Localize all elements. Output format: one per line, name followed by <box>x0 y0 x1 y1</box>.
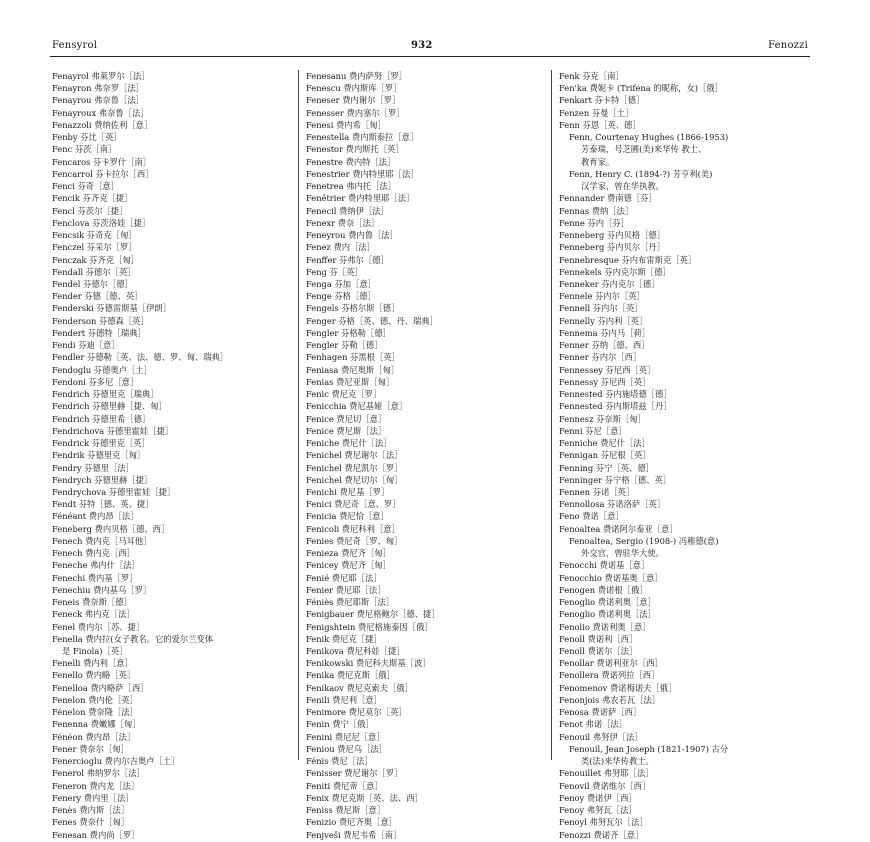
dictionary-entry: Fenjveši 费尼韦希［南］ <box>306 829 402 840</box>
dictionary-entry: Fenichi 费尼基［罗］ <box>306 486 390 497</box>
dictionary-entry: Fenieza 费尼齐［匈］ <box>306 548 391 559</box>
entry-continuation: Fenn, Courtenay Hughes (1866-1953) <box>569 132 729 143</box>
dictionary-entry: Fendert 芬德特［瑞典］ <box>52 327 146 338</box>
dictionary-entry: Feniasa 费尼奥斯［匈］ <box>306 364 400 375</box>
entry-continuation: Fenn, Henry C. (1894-?) 芳亨利(美) <box>569 168 713 179</box>
dictionary-entry: Fencik 芬齐克［捷］ <box>52 193 133 204</box>
dictionary-entry: Fenice 费尼切［意］ <box>306 413 387 424</box>
dictionary-entry: Fenice 费尼斯［法］ <box>306 425 387 436</box>
dictionary-entry: Feneyrou 费内鲁［法］ <box>306 230 398 241</box>
dictionary-entry: Fendoglu 芬德奥卢［土］ <box>52 364 152 375</box>
entry-continuation: Fenouil, Jean Joseph (1821-1907) 古分 <box>569 743 729 754</box>
dictionary-entry: Fenestre 费内特［法］ <box>306 156 396 167</box>
dictionary-entry: Feniti 费尼蒂［意］ <box>306 780 383 791</box>
dictionary-entry: Fenning 芬宁［英、德］ <box>559 462 654 473</box>
column-divider <box>298 70 299 760</box>
dictionary-entry: Fennekels 芬内克尔斯［德］ <box>559 266 671 277</box>
dictionary-entry: Fenffer 芬弗尔［德］ <box>306 254 389 265</box>
dictionary-entry: Fencaros 芬卡罗什［南］ <box>52 156 152 167</box>
dictionary-entry: Fenestella 费内斯泰拉［意］ <box>306 132 419 143</box>
dictionary-entry: Fenozzi 费诺齐［意］ <box>559 829 644 840</box>
dictionary-entry: Fenecil 费纳伊［法］ <box>306 205 389 216</box>
entry-continuation: 类(法)来华传教士。 <box>581 756 654 767</box>
dictionary-entry: Fenolio 费诺利奥［意］ <box>559 621 651 632</box>
dictionary-entry: Fenocchio 费诺基奥［意］ <box>559 572 663 583</box>
dictionary-entry: Fenayroux 弗奈鲁［法］ <box>52 107 149 118</box>
dictionary-entry: Fenic 费尼克［罗］ <box>306 389 382 400</box>
dictionary-entry: Fenouillet 弗努耶［法］ <box>559 768 654 779</box>
dictionary-entry: Fenigshtein 费尼格施泰因［俄］ <box>306 621 433 632</box>
dictionary-entry: Fenexr 费奈［法］ <box>306 217 380 228</box>
dictionary-entry: Fenech 费内克［西］ <box>52 548 135 559</box>
dictionary-entry: Fenelon 费内伦［英］ <box>52 694 138 705</box>
dictionary-entry: Fenigbauer 费尼格鲍尔［德、捷］ <box>306 609 440 620</box>
dictionary-entry: Fenclova 芬茨洛娃［捷］ <box>52 217 151 228</box>
dictionary-entry: Fenk 芬克［南］ <box>559 71 624 81</box>
dictionary-entry: Fenella 费内拉(女子教名。它的爱尔兰变体 <box>52 633 214 644</box>
dictionary-entry: Fencsik 芬奇克［匈］ <box>52 230 137 241</box>
dictionary-entry: Fenovil 费诺维尔［西］ <box>559 780 651 791</box>
dictionary-entry: Feneis 费奈斯［德］ <box>52 597 132 608</box>
dictionary-entry: Fenby 芬比［英］ <box>52 132 122 143</box>
dictionary-entry: Fenello 费内略［英］ <box>52 670 136 681</box>
dictionary-entry: Fenoll 费诺利［西］ <box>559 633 638 644</box>
dictionary-entry: Fenhagen 芬黑根［英］ <box>306 352 400 363</box>
page-number: 932 <box>411 40 433 51</box>
dictionary-entry: Fenikova 费尼科娃［捷］ <box>306 646 405 657</box>
dictionary-entry: Fenenna 费嫩娜［匈］ <box>52 719 141 730</box>
dictionary-entry: Fenes 费奈什［匈］ <box>52 817 130 828</box>
dictionary-entry: Fenoglio 费诺利奥［意］ <box>559 597 656 608</box>
dictionary-entry: Fen'ka 费妮卡 (Trifena 的昵称，女)［俄］ <box>559 83 723 94</box>
dictionary-entry: Fenner 芬纳［德、西］ <box>559 340 650 351</box>
dictionary-entry: Féniès 费尼耶斯［法］ <box>306 597 395 608</box>
dictionary-entry: Fenikowski 费尼科夫斯基［波］ <box>306 658 431 669</box>
dictionary-entry: Fenogen 费诺根［俄］ <box>559 584 648 595</box>
dictionary-entry: Fenczak 芬齐克［匈］ <box>52 254 139 265</box>
dictionary-entry: Fenêtrier 费内特里耶［法］ <box>306 193 415 204</box>
dictionary-entry: Fenga 芬加［意］ <box>306 278 376 289</box>
dictionary-column-2 <box>306 70 546 841</box>
dictionary-entry: Feniou 费尼乌［法］ <box>306 743 387 754</box>
dictionary-entry: Fengler 芬勒［德］ <box>306 340 383 351</box>
dictionary-entry: Fenichel 费尼凯尔［罗］ <box>306 462 403 473</box>
dictionary-entry: Fendrych 芬德里赫［捷］ <box>52 474 153 485</box>
dictionary-entry: Fenikaov 费尼克索夫［俄］ <box>306 682 413 693</box>
dictionary-entry: Fenderski 芬德雷斯基［伊朗］ <box>52 303 171 314</box>
dictionary-entry: Fenoy 费诺伊［西］ <box>559 792 637 803</box>
dictionary-entry: Fennas 费纳［法］ <box>559 205 634 216</box>
dictionary-entry: Fennele 芬内尔［英］ <box>559 291 645 302</box>
dictionary-entry: Fenez 费内［法］ <box>306 242 375 253</box>
dictionary-entry: Fenin 费宁［俄］ <box>306 719 374 730</box>
dictionary-entry: Fenc 芬茨［南］ <box>52 144 117 155</box>
dictionary-entry: Fenies 费尼奇［罗、匈］ <box>306 535 403 546</box>
dictionary-column-1 <box>52 70 292 841</box>
dictionary-entry: Fenechе 弗内什［法］ <box>52 560 140 571</box>
dictionary-entry: Fenoll 费诺尔［法］ <box>559 646 638 657</box>
dictionary-entry: Fenesanu 费内萨努［罗］ <box>306 71 408 81</box>
header-rule <box>50 56 810 57</box>
dictionary-entry: Fenne 芬内［芬］ <box>559 217 629 228</box>
dictionary-entry: Fenié 费尼耶［法］ <box>306 572 382 583</box>
dictionary-entry: Fenix 费尼克斯［英、法、西］ <box>306 792 423 803</box>
dictionary-entry: Fenniche 费尼什［法］ <box>559 438 650 449</box>
dictionary-entry: Fenel 费内尔［苏、捷］ <box>52 621 145 632</box>
dictionary-entry: Fennessy 芬尼西［英］ <box>559 376 651 387</box>
dictionary-entry: Fenestrier 费内特里耶［法］ <box>306 168 419 179</box>
dictionary-entry: Fenge 芬格［德］ <box>306 291 376 302</box>
dictionary-entry: Fenner 芬内尔［西］ <box>559 352 642 363</box>
dictionary-entry: Fenesser 费内塞尔［罗］ <box>306 107 405 118</box>
dictionary-entry: Fenneberg 芬内贝尔［丹］ <box>559 242 666 253</box>
dictionary-entry: Feno 费诺［意］ <box>559 511 624 522</box>
dictionary-entry: Fenoy 弗努瓦［法］ <box>559 805 637 816</box>
dictionary-entry: Fendrich 芬德里克［瑞典］ <box>52 389 159 400</box>
dictionary-entry: Fenonjois 弗农若瓦［法］ <box>559 694 661 705</box>
dictionary-entry: Fennander 费南德［芬］ <box>559 193 657 204</box>
dictionary-entry: Fendel 芬德尔［德］ <box>52 278 133 289</box>
dictionary-entry: Fender 芬德［德、英］ <box>52 291 143 302</box>
dictionary-entry: Fendi 芬迪［意］ <box>52 340 120 351</box>
dictionary-entry: Fenias 费尼亚斯［匈］ <box>306 376 395 387</box>
dictionary-entry: Fenczel 芬采尔［罗］ <box>52 242 137 253</box>
dictionary-entry: Fendall 芬德尔［英］ <box>52 266 136 277</box>
entry-continuation: 是 Finola)［英］ <box>62 646 128 657</box>
dictionary-entry: Fenollar 费诺利亚尔［西］ <box>559 658 663 669</box>
dictionary-entry: Fenn 芬恩［英、德］ <box>559 119 641 130</box>
dictionary-entry: Fendrichova 芬德里霍娃［捷］ <box>52 425 174 436</box>
dictionary-entry: Fennested 芬内斯塔兹［丹］ <box>559 401 672 412</box>
running-head-right: Fenozzi <box>768 40 808 51</box>
dictionary-entry: Fendry 芬德里［法］ <box>52 462 134 473</box>
dictionary-entry: Fendrychova 芬德里霍娃［捷］ <box>52 486 176 497</box>
entry-continuation: 汉学家，曾在华执教。 <box>581 181 664 192</box>
dictionary-entry: Fenouil 弗努伊［法］ <box>559 731 643 742</box>
dictionary-entry: Fenika 费尼克斯［俄］ <box>306 670 395 681</box>
dictionary-entry: Fennebresque 芬内布雷斯克［英］ <box>559 254 697 265</box>
dictionary-entry: Fenollera 费诺列拉［西］ <box>559 670 660 681</box>
dictionary-entry: Fennelly 芬内利［英］ <box>559 315 648 326</box>
dictionary-entry: Fennollosa 芬诺洛萨［英］ <box>559 499 666 510</box>
dictionary-entry: Fenechi 费内基［罗］ <box>52 572 138 583</box>
dictionary-entry: Fennema 芬内马［荷］ <box>559 327 651 338</box>
dictionary-entry: Fenicoli 费尼科利［意］ <box>306 523 400 534</box>
dictionary-entry: Fenichel 费尼谢尔［法］ <box>306 450 403 461</box>
dictionary-entry: Fénéon 费内昂［法］ <box>52 731 136 742</box>
entry-continuation: 芳泰瑞，号芝圃(美)来华传 教士、 <box>581 144 707 155</box>
dictionary-entry: Fenier 费尼耶［法］ <box>306 584 386 595</box>
dictionary-entry: Fenneberg 芬内贝格［德］ <box>559 230 666 241</box>
dictionary-entry: Fenicia 费尼恰［意］ <box>306 511 389 522</box>
dictionary-entry: Fenès 费内斯［法］ <box>52 805 130 816</box>
dictionary-entry: Fenosa 费诺萨［西］ <box>559 707 642 718</box>
dictionary-entry: Fenerol 弗纳罗尔［法］ <box>52 768 145 779</box>
dictionary-entry: Fenicchia 费尼基娅［意］ <box>306 401 408 412</box>
dictionary-entry: Feniss 费尼斯［意］ <box>306 805 386 816</box>
dictionary-entry: Fennested 芬内施塔德［德］ <box>559 389 672 400</box>
dictionary-entry: Fenelloa 费内略萨［西］ <box>52 682 149 693</box>
dictionary-entry: Fenoaltea 费诺阿尔泰亚［意］ <box>559 523 678 534</box>
entry-continuation: 外交官，曾驻华大使。 <box>581 548 664 559</box>
dictionary-entry: Fénelon 费奈隆［法］ <box>52 707 138 718</box>
dictionary-entry: Fenomenov 费诺梅诺夫［俄］ <box>559 682 677 693</box>
dictionary-entry: Fendrich 芬德里赫［捷、匈］ <box>52 401 167 412</box>
dictionary-entry: Fendrich 芬德里希［德］ <box>52 413 151 424</box>
dictionary-entry: Fenelli 费内利［意］ <box>52 658 133 669</box>
dictionary-entry: Fenimore 费尼莫尔［英］ <box>306 707 407 718</box>
dictionary-entry: Fengler 芬格勒［德］ <box>306 327 391 338</box>
dictionary-entry: Fener 费奈尔［匈］ <box>52 743 129 754</box>
dictionary-entry: Fenescu 费内斯库［罗］ <box>306 83 402 94</box>
dictionary-entry: Fenech 费内克［马耳他］ <box>52 535 152 546</box>
dictionary-entry: Fendrik 芬德里克［匈］ <box>52 450 146 461</box>
dictionary-entry: Fenery 费内里［法］ <box>52 792 134 803</box>
dictionary-entry: Fencl 芬茨尔［捷］ <box>52 205 128 216</box>
dictionary-entry: Fenocchi 费诺基［意］ <box>559 560 650 571</box>
dictionary-entry: Fénis 费尼［法］ <box>306 756 373 767</box>
dictionary-entry: Fenayrou 弗奈鲁［法］ <box>52 95 144 106</box>
dictionary-entry: Fenoglio 费诺利奥［法］ <box>559 609 656 620</box>
running-head-left: Fensyrol <box>52 40 98 51</box>
dictionary-entry: Fenneker 芬内克尔［德］ <box>559 278 660 289</box>
dictionary-entry: Feniche 费尼什［法］ <box>306 438 392 449</box>
dictionary-entry: Fenici 费尼奇［意、罗］ <box>306 499 401 510</box>
dictionary-entry: Fenisser 费尼谢尔［罗］ <box>306 768 403 779</box>
dictionary-entry: Fenger 芬格［英、德、丹、瑞典］ <box>306 315 438 326</box>
dictionary-entry: Fenik 费尼克［捷］ <box>306 633 382 644</box>
dictionary-entry: Fennell 芬内尔［英］ <box>559 303 643 314</box>
entry-continuation: Fenoaltea, Sergio (1908-) 冯稚德(意) <box>569 535 719 546</box>
dictionary-entry: Fenicey 费尼齐［匈］ <box>306 560 391 571</box>
dictionary-entry: Fenichel 费尼切尔［匈］ <box>306 474 403 485</box>
dictionary-entry: Fennigan 芬尼根［英］ <box>559 450 651 461</box>
dictionary-entry: Fennesz 芬奈斯［匈］ <box>559 413 646 424</box>
dictionary-entry: Fenizio 费尼齐奥［意］ <box>306 817 397 828</box>
dictionary-entry: Fenninger 芬宁格［德、英］ <box>559 474 672 485</box>
dictionary-entry: Fenili 费尼利［意］ <box>306 694 382 705</box>
dictionary-entry: Feneberg 费内贝格［德、西］ <box>52 523 170 534</box>
dictionary-entry: Fenercioglu 费内尔吉奥卢［土］ <box>52 756 180 767</box>
dictionary-column-3 <box>559 70 814 841</box>
dictionary-entry: Fenazzoli 费纳佐利［意］ <box>52 119 153 130</box>
column-divider <box>551 70 552 760</box>
dictionary-entry: Fenetrea 弗内托［法］ <box>306 181 397 192</box>
entry-continuation: 教育家。 <box>581 156 615 167</box>
dictionary-entry: Fennen 芬诺［英］ <box>559 486 635 497</box>
dictionary-entry: Fenesi 费内希［匈］ <box>306 119 386 130</box>
dictionary-entry: Fenestor 费内斯托［英］ <box>306 144 404 155</box>
dictionary-entry: Fenechiu 费内基乌［罗］ <box>52 584 152 595</box>
dictionary-entry: Fenayron 弗奈罗［法］ <box>52 83 144 94</box>
dictionary-entry: Fenot 弗诺［法］ <box>559 719 628 730</box>
dictionary-entry: Fenoyl 弗努瓦尔［法］ <box>559 817 648 828</box>
dictionary-entry: Fenzen 芬曼［土］ <box>559 107 634 118</box>
dictionary-entry: Fennessey 芬尼西［英］ <box>559 364 656 375</box>
dictionary-entry: Feneck 弗内克［法］ <box>52 609 135 620</box>
dictionary-entry: Feneron 费内龙［法］ <box>52 780 140 791</box>
dictionary-entry: Fendt 芬特［德、英、捷］ <box>52 499 154 510</box>
dictionary-entry: Fendrick 芬德里克［英］ <box>52 438 150 449</box>
dictionary-entry: Fengels 芬格尔斯［德］ <box>306 303 400 314</box>
dictionary-entry: Fendler 芬德勒［英、法、德、罗、匈、瑞典］ <box>52 352 229 363</box>
dictionary-entry: Fenini 费尼尼［意］ <box>306 731 385 742</box>
dictionary-entry: Fenesan 费内尚［罗］ <box>52 829 140 840</box>
dictionary-entry: Fenci 芬奇［意］ <box>52 181 119 192</box>
dictionary-entry: Fenderson 芬德森［英］ <box>52 315 149 326</box>
dictionary-entry: Fenni 芬尼［意］ <box>559 425 627 436</box>
dictionary-entry: Fenkart 芬卡特［德］ <box>559 95 645 106</box>
dictionary-entry: Fencarrol 芬卡拉尔［西］ <box>52 168 154 179</box>
dictionary-entry: Feng 芬［英］ <box>306 266 363 277</box>
dictionary-entry: Fénéant 费内昂［法］ <box>52 511 139 522</box>
dictionary-entry: Fendoni 芬多尼［意］ <box>52 376 139 387</box>
dictionary-entry: Fenayrol 弗萊罗尔［法］ <box>52 71 150 81</box>
dictionary-entry: Feneser 费内谢尔［罗］ <box>306 95 401 106</box>
